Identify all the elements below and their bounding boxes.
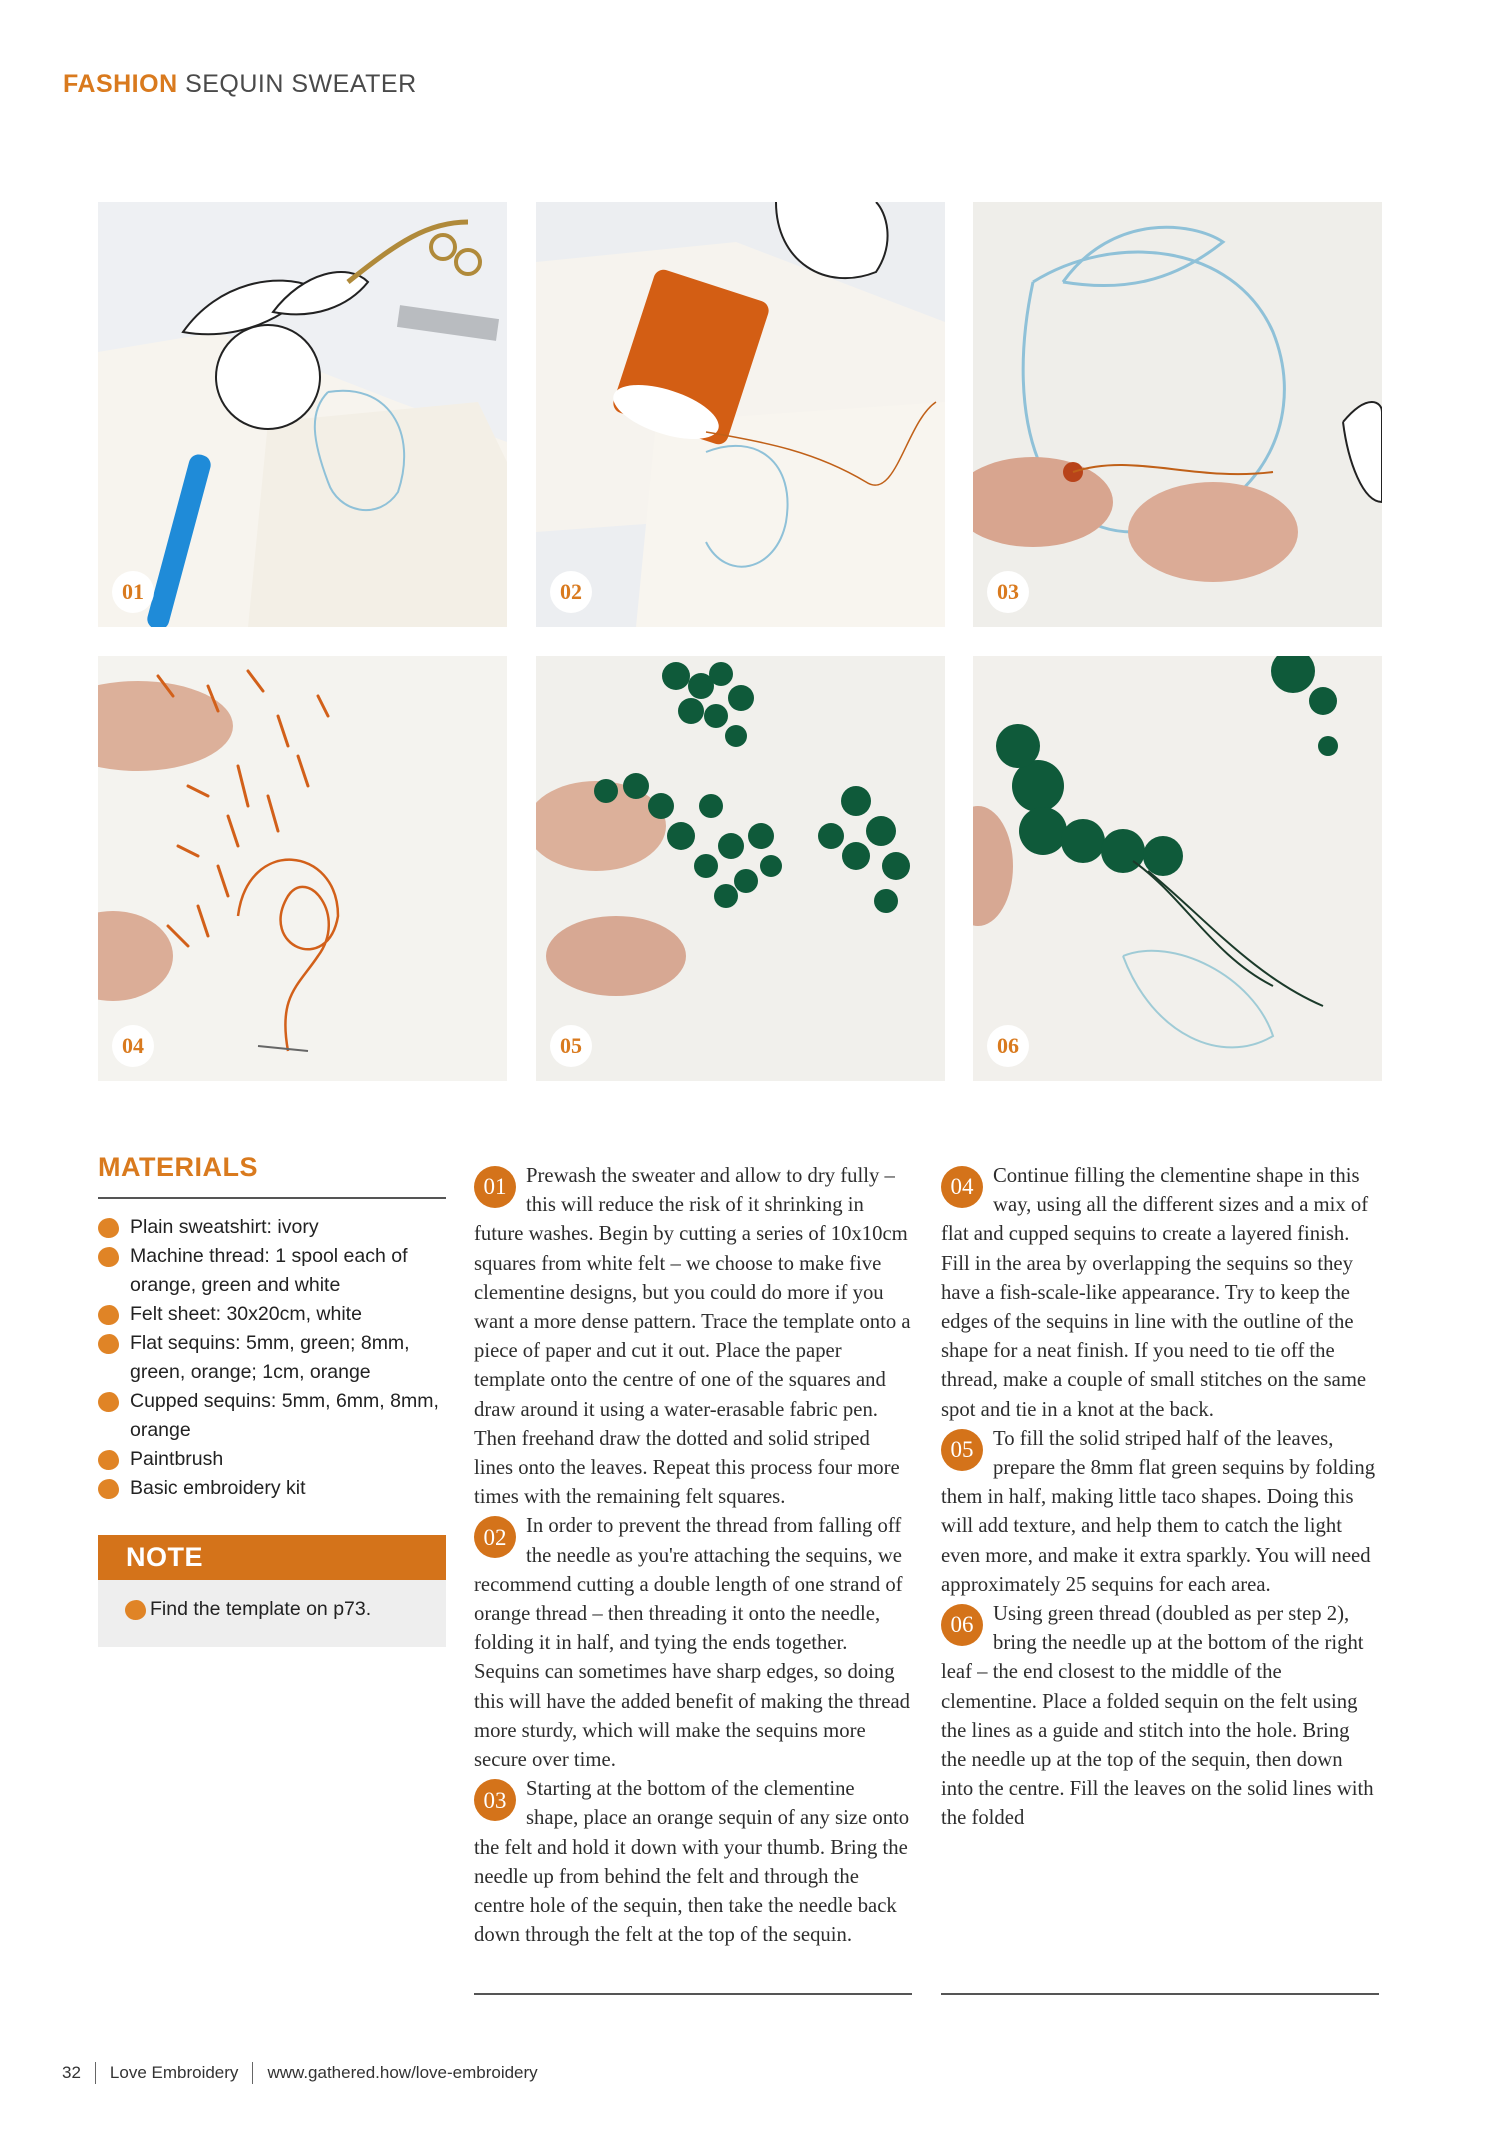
bullet-icon	[98, 1450, 119, 1470]
instructions-column-1	[474, 1162, 912, 1950]
materials-list	[98, 1213, 446, 1503]
website-link[interactable]: www.gathered.how/love-embroidery	[267, 2063, 538, 2082]
page-footer	[62, 2062, 538, 2084]
page-header	[63, 70, 417, 99]
step-number: 01	[474, 1166, 516, 1208]
bullet-icon	[98, 1392, 119, 1412]
footer-divider	[95, 2062, 96, 2084]
bullet-icon	[98, 1334, 119, 1354]
step-badge-04: 04	[112, 1025, 154, 1067]
page-number: 32	[62, 2063, 81, 2082]
step-badge-01: 01	[112, 571, 154, 613]
section-label: FASHION	[63, 70, 178, 98]
footer-divider	[252, 2062, 253, 2084]
step-paragraph: 02 In order to prevent the thread from falling off the needle as you're attaching the sequins, we recommend cutting a double length of one strand of orange thread – then threading it onto the needle, folding it in half, and tying the ends together. Sequins can sometimes have sharp edges, so doing this will have the added benefit of making the thread more sturdy, which will make the sequins more secure over time.	[474, 1515, 911, 1772]
step-badge-05: 05	[550, 1025, 592, 1067]
note-heading: NOTE	[98, 1535, 446, 1580]
step-photo-04	[98, 656, 507, 1081]
step-number: 05	[941, 1429, 983, 1471]
bullet-icon	[98, 1479, 119, 1499]
step-badge-03: 03	[987, 571, 1029, 613]
column-end-rule	[941, 1993, 1379, 1995]
material-item: Paintbrush	[98, 1445, 446, 1474]
bullet-icon	[125, 1600, 146, 1620]
material-item: Flat sequins: 5mm, green; 8mm, green, orange; 1cm, orange	[98, 1329, 446, 1387]
step-badge-06: 06	[987, 1025, 1029, 1067]
step-number: 03	[474, 1779, 516, 1821]
materials-box	[98, 1152, 446, 1503]
bullet-icon	[98, 1247, 119, 1267]
step-number: 04	[941, 1166, 983, 1208]
step-paragraph: 05 To fill the solid striped half of the leaves, prepare the 8mm flat green sequins by folding them in half, making little taco shapes. Doing this will add texture, and help them to catch the light even more, and make it extra sparkly. You will need approximately 25 sequins for each area.	[941, 1427, 1376, 1596]
material-item: Felt sheet: 30x20cm, white	[98, 1300, 446, 1329]
material-item: Machine thread: 1 spool each of orange, green and white	[98, 1242, 446, 1300]
step-paragraph: 04 Continue filling the clementine shape in this way, using all the different sizes and a mix of flat and cupped sequins to create a layered finish. Fill in the area by overlapping the sequins so they have a fish-scale-like appearance. Try to keep the edges of the sequins in line with the outline of the shape for a neat finish. If you need to tie off the thread, make a couple of small stitches on the same spot and tie in a knot at the back.	[941, 1165, 1369, 1421]
note-box	[98, 1535, 446, 1647]
step-paragraph: 03 Starting at the bottom of the clementine shape, place an orange sequin of any size onto the felt and hold it down with your thumb. Bring the needle up from behind the felt and through the centre hole of the sequin, then take the needle back down through the felt at the top of the sequin.	[474, 1778, 910, 1947]
note-body	[98, 1580, 446, 1647]
instructions-column-2	[941, 1162, 1379, 1834]
note-text: Find the template on p73.	[150, 1598, 372, 1620]
material-item: Basic embroidery kit	[98, 1474, 446, 1503]
material-item: Cupped sequins: 5mm, 6mm, 8mm, orange	[98, 1387, 446, 1445]
material-item: Plain sweatshirt: ivory	[98, 1213, 446, 1242]
step-photo-03	[973, 202, 1382, 627]
magazine-name: Love Embroidery	[109, 2063, 239, 2082]
step-photo-05	[536, 656, 945, 1081]
materials-heading: MATERIALS	[98, 1152, 258, 1182]
step-number: 06	[941, 1604, 983, 1646]
bullet-icon	[98, 1305, 119, 1325]
step-number: 02	[474, 1516, 516, 1558]
bullet-icon	[98, 1218, 119, 1238]
step-photo-02	[536, 202, 945, 627]
column-end-rule	[474, 1993, 912, 1995]
step-badge-02: 02	[550, 571, 592, 613]
step-paragraph: 06 Using green thread (doubled as per step 2), bring the needle up at the bottom of the right leaf – the end closest to the middle of the clementine. Place a folded sequin on the felt using the lines as a guide and stitch into the hole. Bring the needle up at the top of the sequin, then down into the centre. Fill the leaves on the solid lines with the folded	[941, 1603, 1374, 1830]
step-paragraph: 01 Prewash the sweater and allow to dry fully – this will reduce the risk of it shrinking in future washes. Begin by cutting a series of 10x10cm squares from white felt – we choose to make five clementine designs, but you could do more if you want a more dense pattern. Trace the template onto a piece of paper and cut it out. Place the paper template onto the centre of one of the squares and draw around it using a water-erasable fabric pen. Then freehand draw the dotted and solid striped lines onto the leaves. Repeat this process four more times with the remaining felt squares.	[474, 1165, 911, 1509]
step-photo-01	[98, 202, 507, 627]
materials-rule	[98, 1197, 446, 1199]
step-photo-06	[973, 656, 1382, 1081]
article-title: SEQUIN SWEATER	[185, 70, 417, 98]
